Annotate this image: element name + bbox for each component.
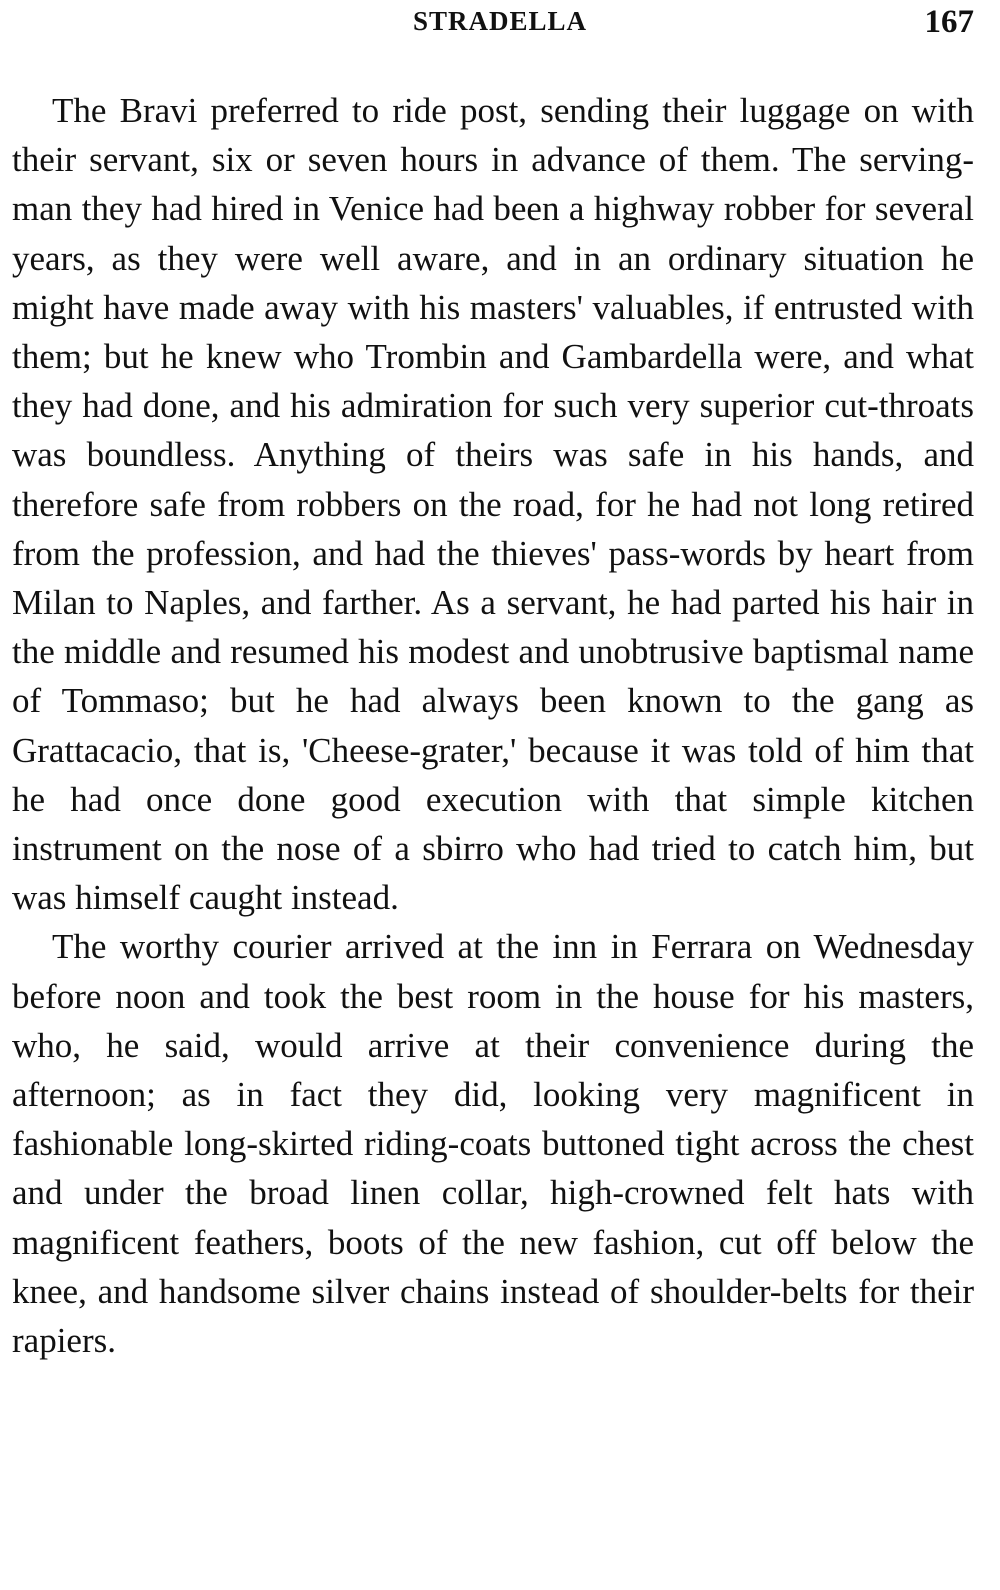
running-head [0, 0, 1000, 52]
paragraph-1: The Bravi preferred to ride post, sending their luggage on with their servant, six or seven hours in advance of them. The serving-man they had hired in Venice had been a highway robber for several years, as they were well aware, and in an ordinary situation he might have made away with his masters' valuables, if entrusted with them; but he knew who Trombin and Gambardella were, and what they had done, and his admiration for such very superior cut-throats was boundless. Anything of theirs was safe in his hands, and therefore safe from robbers on the road, for he had not long retired from the profession, and had the thieves' pass-words by heart from Milan to Naples, and farther. As a servant, he had parted his hair in the middle and resumed his modest and unobtrusive baptismal name of Tommaso; but he had always been known to the gang as Grattacacio, that is, 'Cheese-grater,' because it was told of him that he had once done good execution with that simple kitchen instrument on the nose of a sbirro who had tried to catch him, but was himself caught instead. [12, 91, 974, 918]
page-number: 167 [924, 4, 974, 40]
page-body [12, 86, 974, 1365]
running-title: STRADELLA [412, 6, 588, 36]
paragraph-2: The worthy courier arrived at the inn in Ferrara on Wednesday before noon and took the best room in the house for his masters, who, he said, would arrive at their convenience during the afternoon; as in fact they did, looking very magnificent in fashionable long-skirted riding-coats buttoned tight across the chest and under the broad linen collar, high-crowned felt hats with magnificent feathers, boots of the new fashion, cut off below the knee, and handsome silver chains instead of shoulder-belts for their rapiers. [12, 927, 974, 1361]
